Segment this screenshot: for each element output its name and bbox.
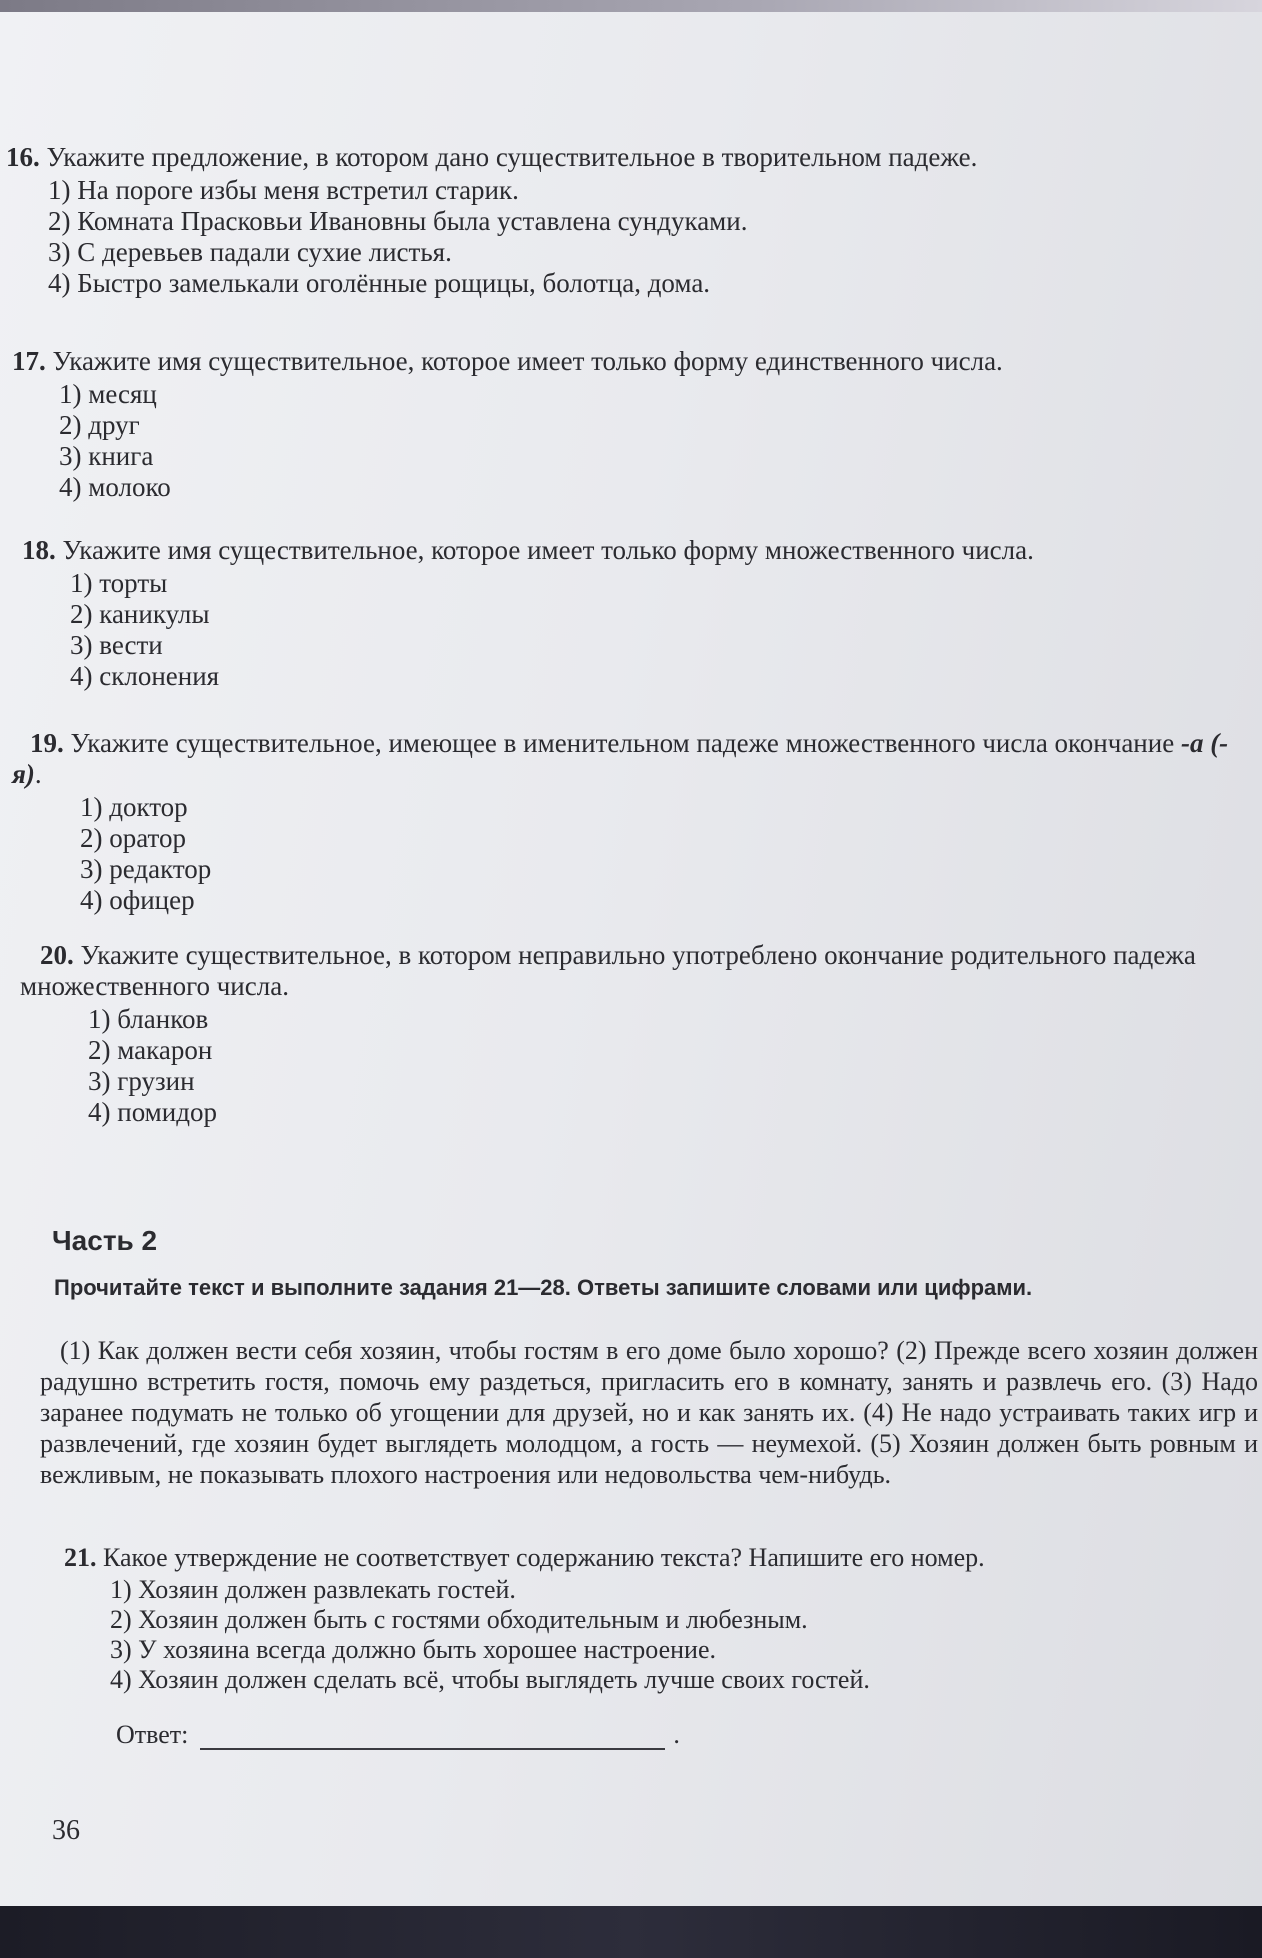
question-19-option-1: 1) доктор [80,792,188,822]
page-number: 36 [52,1815,80,1846]
question-16 [6,142,1246,299]
question-19 [12,728,1250,916]
question-18-option-3: 3) вести [70,630,163,660]
question-20 [20,940,1252,1128]
question-20-option-1: 1) бланков [88,1004,209,1034]
answer-blank-line[interactable] [200,1726,665,1750]
question-21-text: Какое утверждение не соответствует содержанию текста? Напишите его номер. [103,1543,985,1572]
reading-text: (1) Как должен вести себя хозяин, чтобы гостям в его доме было хорошо? (2) Прежде всего хозяин должен радушно встретить гостя, помочь ему раздеться, пригласить его в комнату, занять и развлечь его. (3) Надо заранее подумать не только об угощении для друзей, но и как занять их. (4) Не надо устраивать таких игр и развлечений, где хозяин будет выглядеть молодцом, а гость — неумехой. (5) Хозяин должен быть ровным и вежливым, не показывать плохого настроения или недовольства чем-нибудь. [40,1336,1258,1489]
question-16-options [6,175,1246,299]
question-16-text: Укажите предложение, в котором дано существительное в творительном падеже. [46,142,978,172]
question-18 [22,535,1252,692]
question-21-option-4: 4) Хозяин должен сделать всё, чтобы выглядеть лучше своих гостей. [110,1665,870,1694]
question-17-option-3: 3) книга [59,441,154,471]
question-21-option-1: 1) Хозяин должен развлекать гостей. [110,1575,516,1604]
question-17-option-1: 1) месяц [59,379,157,409]
question-16-title [6,142,1246,173]
question-19-option-2: 2) оратор [80,823,186,853]
question-21 [64,1543,1244,1695]
question-17 [12,346,1252,503]
question-20-option-2: 2) макарон [88,1035,213,1065]
part-2-title: Часть 2 [52,1225,158,1256]
question-18-title [22,535,1252,566]
question-21-option-2: 2) Хозяин должен быть с гостями обходительным и любезным. [110,1605,808,1634]
question-19-text: Укажите существительное, имеющее в именительном падеже множественного числа окончание [70,728,1175,758]
question-19-option-4: 4) офицер [80,885,195,915]
question-18-options [22,568,1252,692]
question-18-number: 18. [22,535,56,565]
question-18-option-4: 4) склонения [70,661,220,691]
question-17-number: 17. [12,346,46,376]
question-20-option-3: 3) грузин [88,1066,195,1096]
question-20-number: 20. [40,940,74,970]
question-18-option-1: 1) торты [70,568,168,598]
question-19-ending: -а (-я) [12,728,1229,789]
question-21-number: 21. [64,1543,97,1572]
question-18-option-2: 2) каникулы [70,599,210,629]
question-20-option-4: 4) помидор [88,1097,217,1127]
question-16-option-4: 4) Быстро замелькали оголённые рощицы, болотца, дома. [48,268,711,298]
answer-end-mark: . [673,1720,680,1749]
question-17-option-2: 2) друг [59,410,140,440]
question-16-option-1: 1) На пороге избы меня встретил старик. [48,175,519,205]
question-17-text: Укажите имя существительное, которое имеет только форму единственного числа. [52,346,1003,376]
question-17-title [12,346,1252,377]
question-19-options [12,792,1250,916]
top-edge-shadow [0,0,1262,12]
answer-row [116,1720,680,1750]
part-2-instruction: Прочитайте текст и выполните задания 21—28. Ответы запишите словами или цифрами. [54,1275,1033,1300]
question-20-options [20,1004,1252,1128]
question-19-option-3: 3) редактор [80,854,212,884]
question-17-option-4: 4) молоко [59,472,171,502]
bottom-edge-background [0,1906,1262,1958]
question-21-options [64,1575,1244,1695]
question-20-text: Укажите существительное, в котором неправильно употреблено окончание родительного падежа множественного числа. [20,940,1196,1001]
question-18-text: Укажите имя существительное, которое имеет только форму множественного числа. [62,535,1034,565]
question-16-option-3: 3) С деревьев падали сухие листья. [48,237,452,267]
question-19-title [12,728,1250,790]
question-19-end-mark: . [34,759,42,789]
question-16-option-2: 2) Комната Прасковьи Ивановны была уставлена сундуками. [48,206,748,236]
question-19-number: 19. [30,728,64,758]
question-21-title [64,1543,1244,1573]
question-17-options [12,379,1252,503]
question-20-title [20,940,1252,1002]
question-21-option-3: 3) У хозяина всегда должно быть хорошее настроение. [110,1635,716,1664]
question-16-number: 16. [6,142,40,172]
answer-label: Ответ: [116,1720,189,1749]
